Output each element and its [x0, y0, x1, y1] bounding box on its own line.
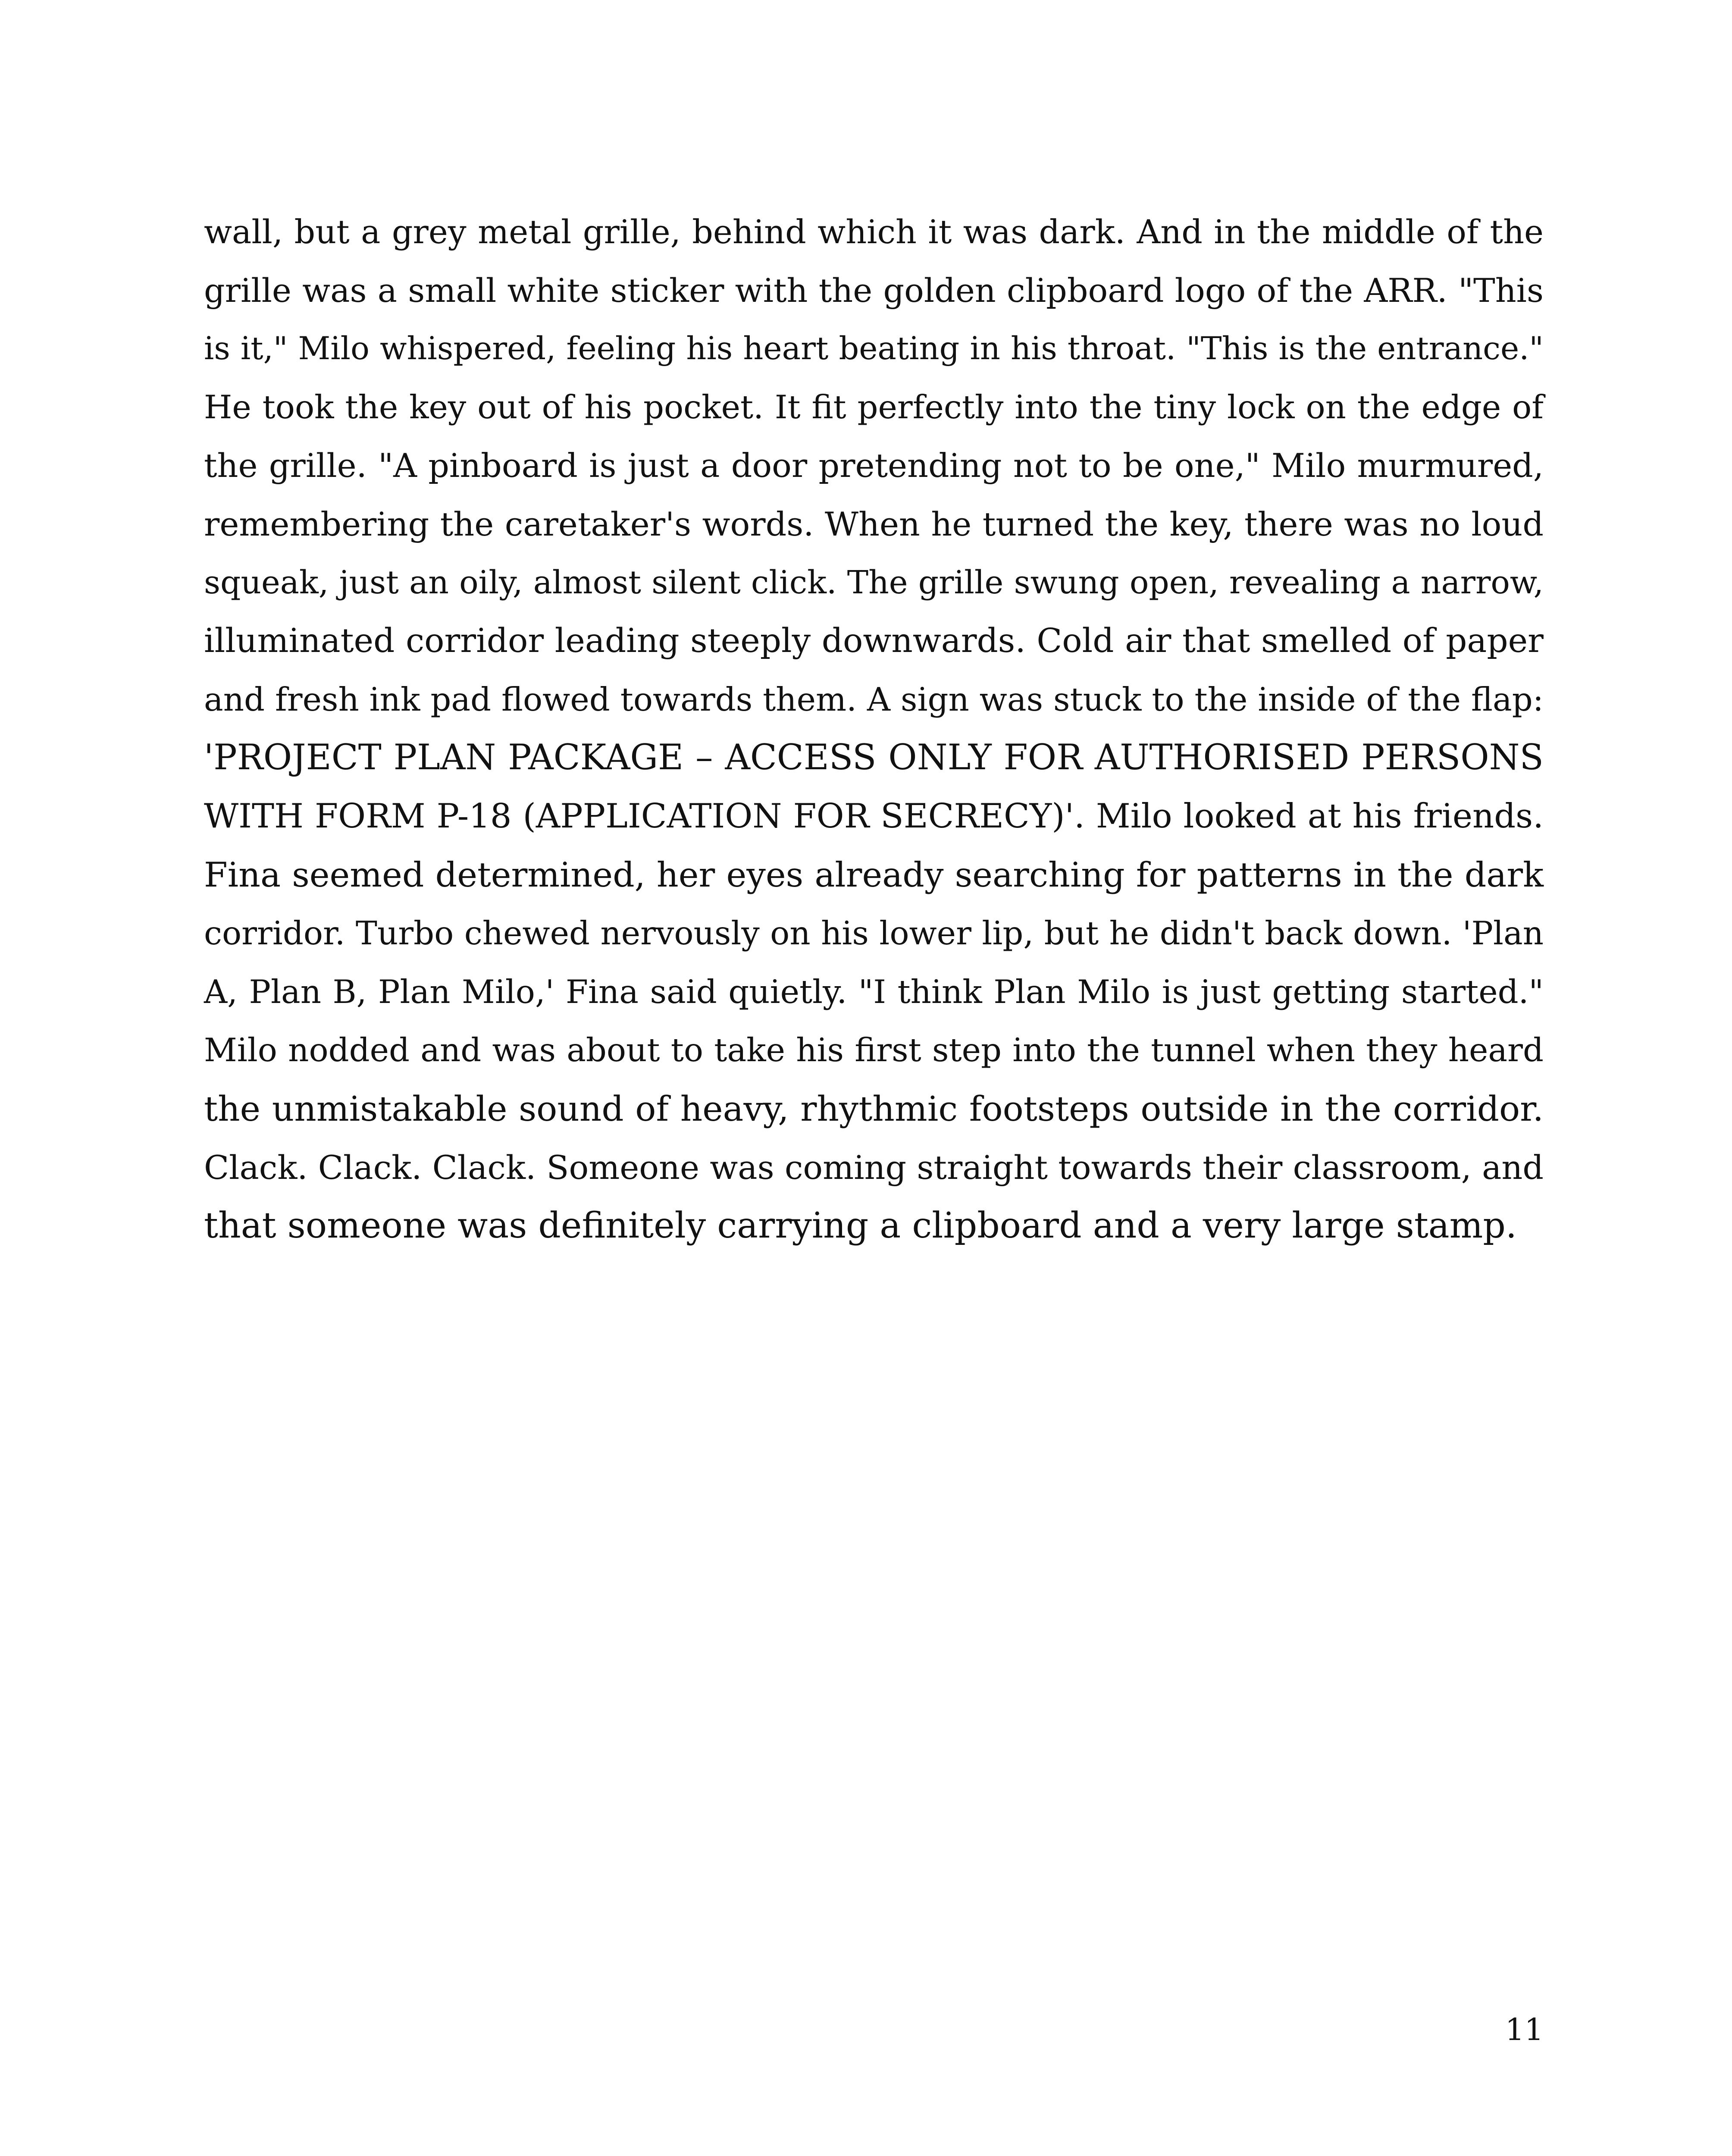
paragraph-line: the unmistakable sound of heavy, rhythmic footsteps outside in the corridor. — [204, 1088, 1544, 1129]
paragraph-line: remembering the caretaker's words. When he turned the key, there was no loud — [204, 505, 1544, 543]
body-paragraph — [204, 203, 1544, 1255]
paragraph-line: that someone was definitely carrying a clipboard and a very large stamp. — [204, 1205, 1517, 1247]
paragraph-line: is it," Milo whispered, feeling his heart beating in his throat. "This is the entrance." — [204, 330, 1544, 367]
page-number: 11 — [1505, 2012, 1544, 2047]
paragraph-line: wall, but a grey metal grille, behind which it was dark. And in the middle of the — [204, 213, 1544, 251]
paragraph-line: corridor. Turbo chewed nervously on his lower lip, but he didn't back down. 'Plan — [204, 914, 1544, 953]
paragraph-line: and fresh ink pad flowed towards them. A sign was stuck to the inside of the flap: — [204, 680, 1544, 718]
paragraph-line: Fina seemed determined, her eyes already searching for patterns in the dark — [204, 855, 1544, 895]
paragraph-line: A, Plan B, Plan Milo,' Fina said quietly. "I think Plan Milo is just getting started." — [204, 972, 1544, 1011]
paragraph-line: 'PROJECT PLAN PACKAGE – ACCESS ONLY FOR AUTHORISED PERSONS — [204, 737, 1544, 778]
paragraph-line: WITH FORM P-18 (APPLICATION FOR SECRECY)'. Milo looked at his friends. — [204, 796, 1544, 836]
paragraph-line: grille was a small white sticker with the golden clipboard logo of the ARR. "This — [204, 271, 1544, 310]
paragraph-line: Clack. Clack. Clack. Someone was coming straight towards their classroom, and — [204, 1148, 1544, 1187]
paragraph-line: Milo nodded and was about to take his first step into the tunnel when they heard — [204, 1031, 1544, 1069]
paragraph-line: squeak, just an oily, almost silent click. The grille swung open, revealing a narrow, — [204, 564, 1544, 601]
paragraph-line: He took the key out of his pocket. It fit perfectly into the tiny lock on the edge of — [204, 388, 1544, 426]
paragraph-line: the grille. "A pinboard is just a door pretending not to be one," Milo murmured, — [204, 446, 1544, 485]
paragraph-line: illuminated corridor leading steeply downwards. Cold air that smelled of paper — [204, 622, 1544, 661]
